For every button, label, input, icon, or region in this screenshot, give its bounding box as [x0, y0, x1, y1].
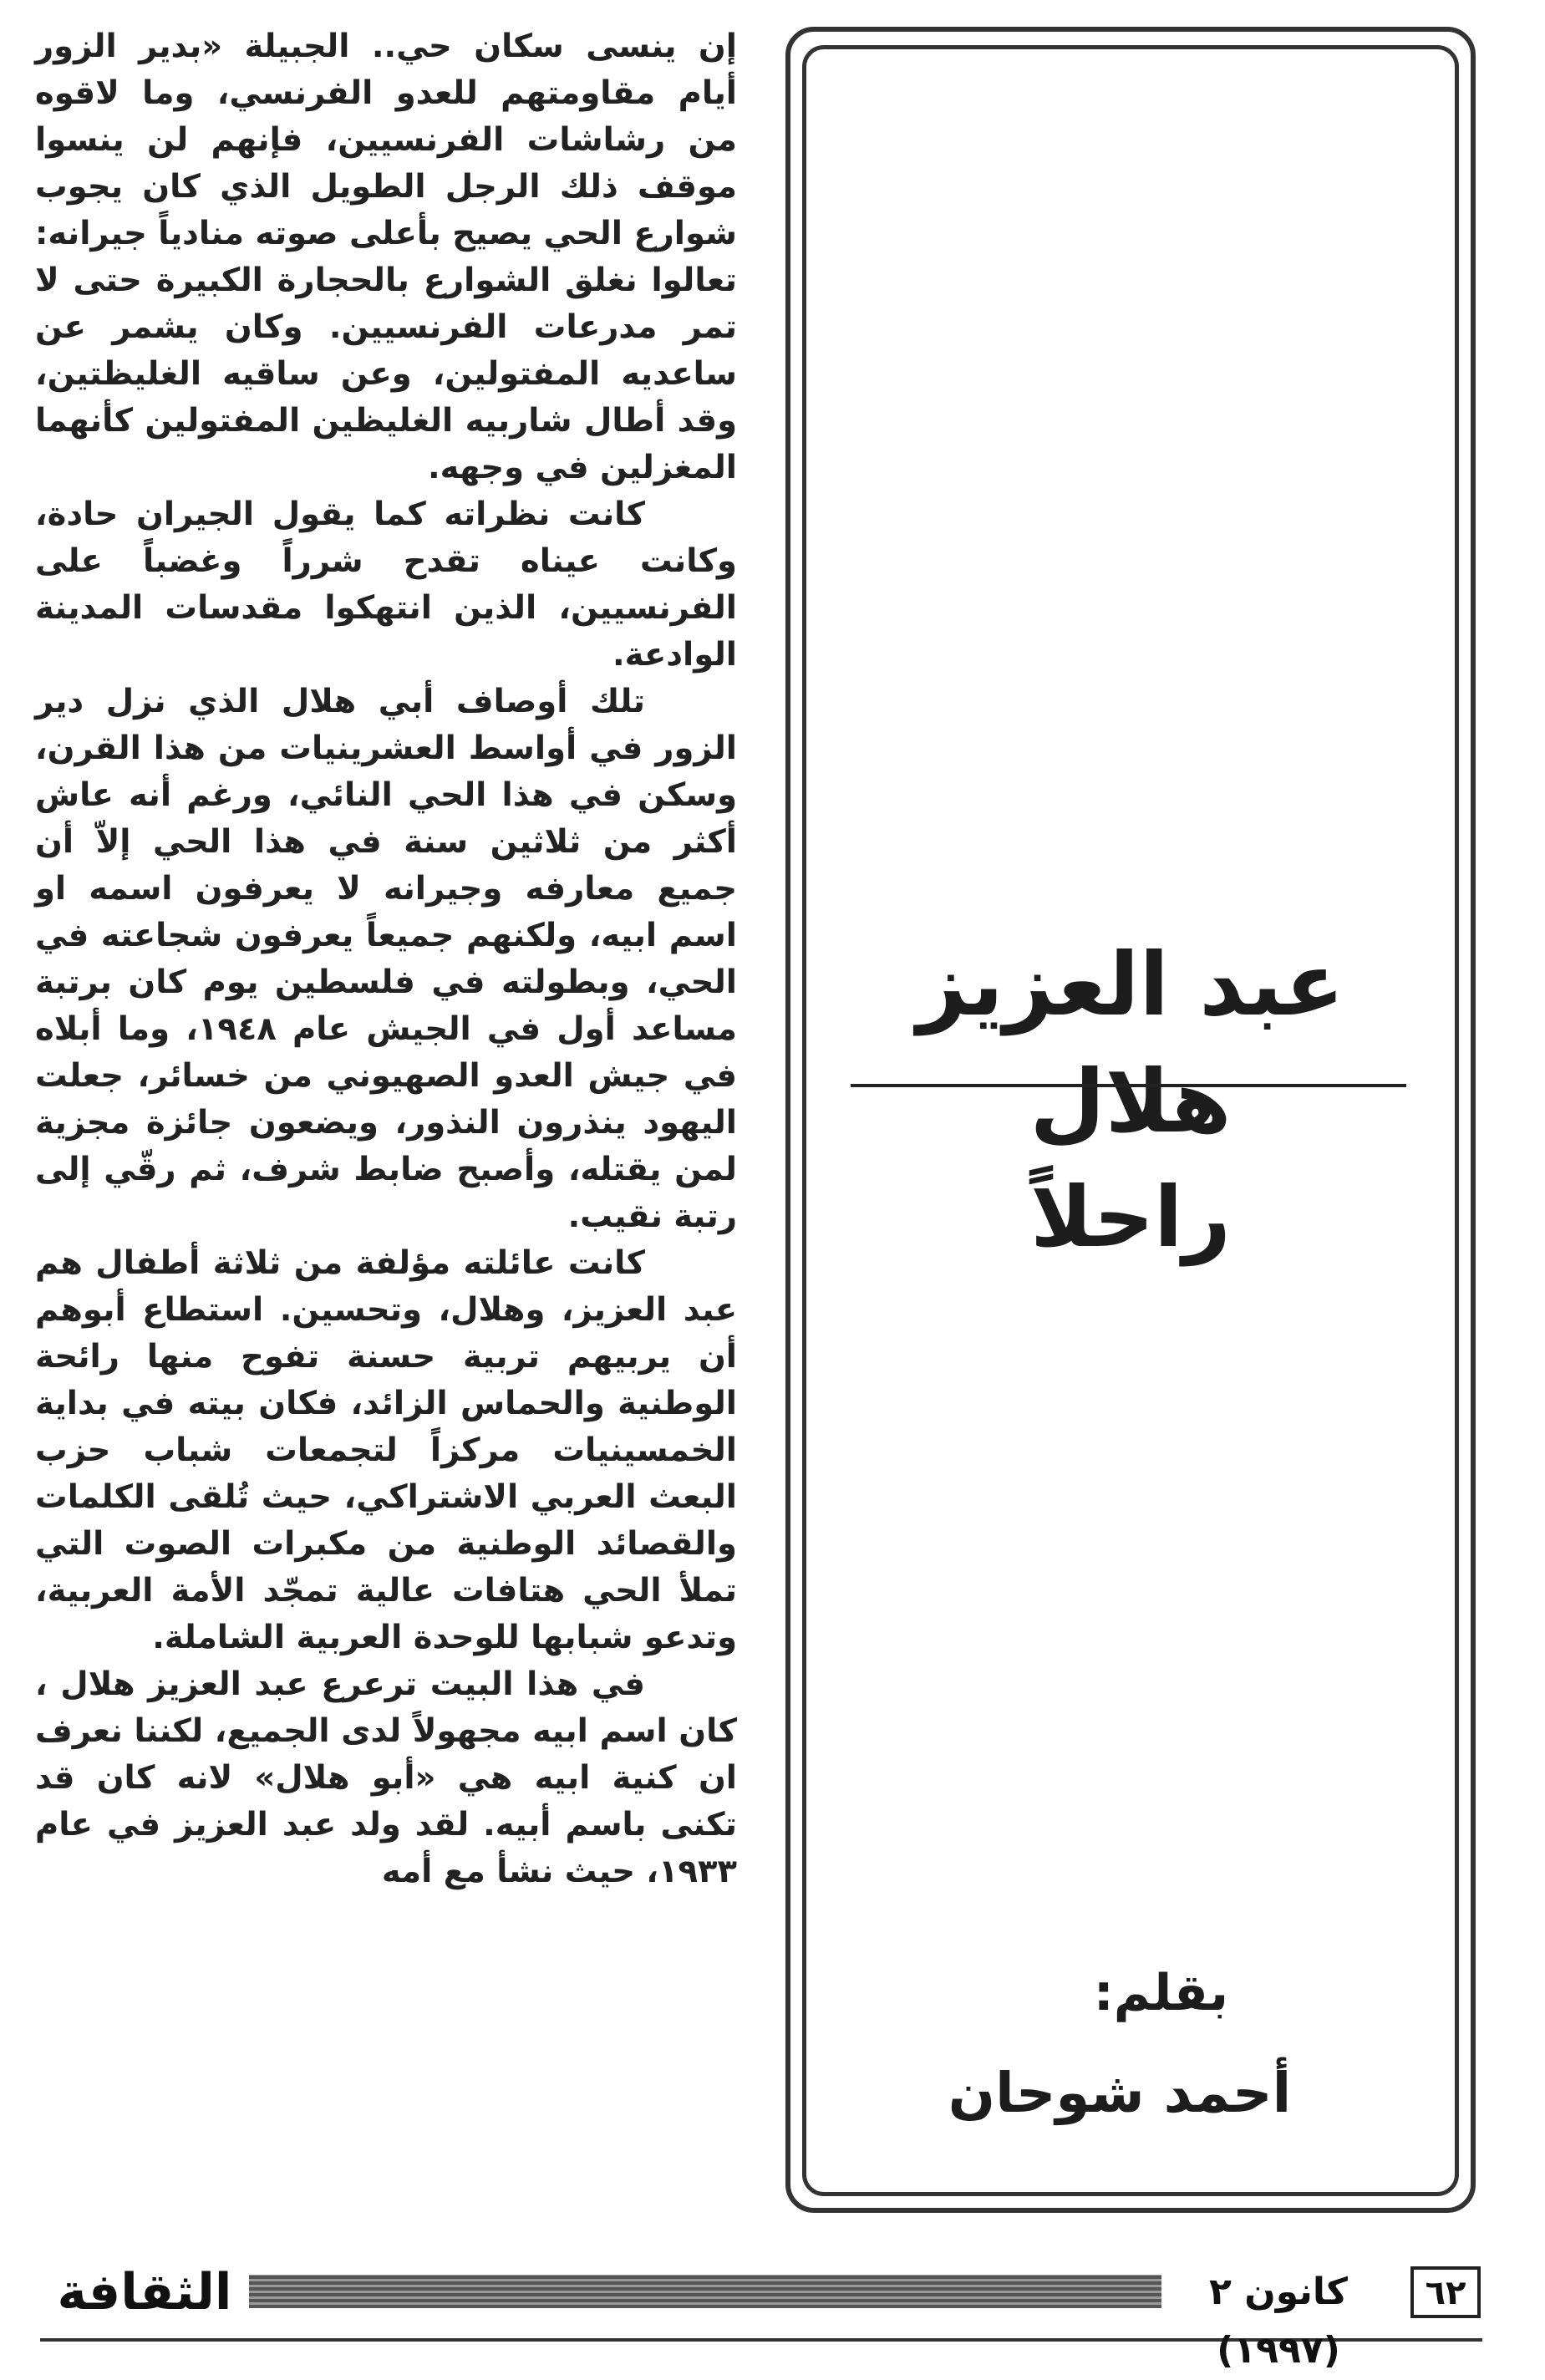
byline-label: بقلم: [1093, 1964, 1228, 2022]
article-paragraph-3: تلك أوصاف أبي هلال الذي نزل دير الزور في أواسط العشرينيات من هذا القرن، وسكن في هذا الحي النائي، ورغم أنه عاش أكثر من ثلاثين سنة في هذا الحي إلاّ أن جميع معارفه وجيرانه لا يعرفون اسمه او اسم ابيه، ولكنهم جميعاً يعرفون شجاعته في الحي، وبطولته في فلسطين يوم كان برتبة مساعد أول في الجيش عام ١٩٤٨، وما أبلاه في جيش العدو الصهيوني من خسائر، جعلت اليهود ينذرون النذور، ويضعون جائزة مجزية لمن يقتله، وأصبح ضابط شرف، ثم رقّي إلى رتبة نقيب. [35, 683, 737, 1235]
article-body [35, 23, 737, 2213]
title-divider [851, 1084, 1406, 1087]
article-paragraph-4: كانت عائلته مؤلفة من ثلاثة أطفال هم عبد العزيز، وهلال، وتحسين. استطاع أبوهم أن يربيهم تربية حسنة تفوح منها رائحة الوطنية والحماس الزائد، فكان بيته في بداية الخمسينيات مركزاً لتجمعات شباب حزب البعث العربي الاشتراكي، حيث تُلقى الكلمات والقصائد الوطنية من مكبرات الصوت التي تملأ الحي هتافات عالية تمجّد الأمة العربية، وتدعو شبابها للوحدة العربية الشاملة. [35, 1244, 737, 1656]
article-paragraph-5: في هذا البيت ترعرع عبد العزيز هلال ، كان اسم ابيه مجهولاً لدى الجميع، لكننا نعرف ان كنية ابيه هي «أبو هلال» لانه كان قد تكنى باسم أبيه. لقد ولد عبد العزيز في عام ١٩٣٣، حيث نشأ مع أمه [35, 1665, 737, 1890]
issue-date: كانون ٢ (١٩٩٧) [1161, 2263, 1395, 2322]
author-name: أحمد شوحان [948, 2061, 1292, 2125]
article-subtitle: راحلاً [1030, 1168, 1231, 1266]
magazine-name: الثقافة [57, 2263, 232, 2322]
article-paragraph-2: كانت نظراته كما يقول الجيران حادة، وكانت عيناه تقدح شرراً وغضباً على الفرنسيين، الذين انتهكوا مقدسات المدينة الوادعة. [35, 496, 737, 674]
page-number: ٦٢ [1410, 2266, 1481, 2318]
magazine-logo [40, 2258, 249, 2327]
article-title: عبد العزيز هلال [917, 933, 1344, 1152]
article-paragraph-1: إن ينسى سكان حي.. الجبيلة «بدير الزور أيام مقاومتهم للعدو الفرنسي، وما لاقوه من رشاشات الفرنسيين، فإنهم لن ينسوا موقف ذلك الرجل الطويل الذي كان يجوب شوارع الحي يصيح بأعلى صوته منادياً جيرانه: تعالوا نغلق الشوارع بالحجارة الكبيرة حتى لا تمر مدرعات الفرنسيين. وكان يشمر عن ساعديه المفتولين، وعن ساقيه الغليظتين، وقد أطال شاربيه الغليظين المفتولين كأنهما المغزلين في وجهه. [35, 28, 737, 486]
